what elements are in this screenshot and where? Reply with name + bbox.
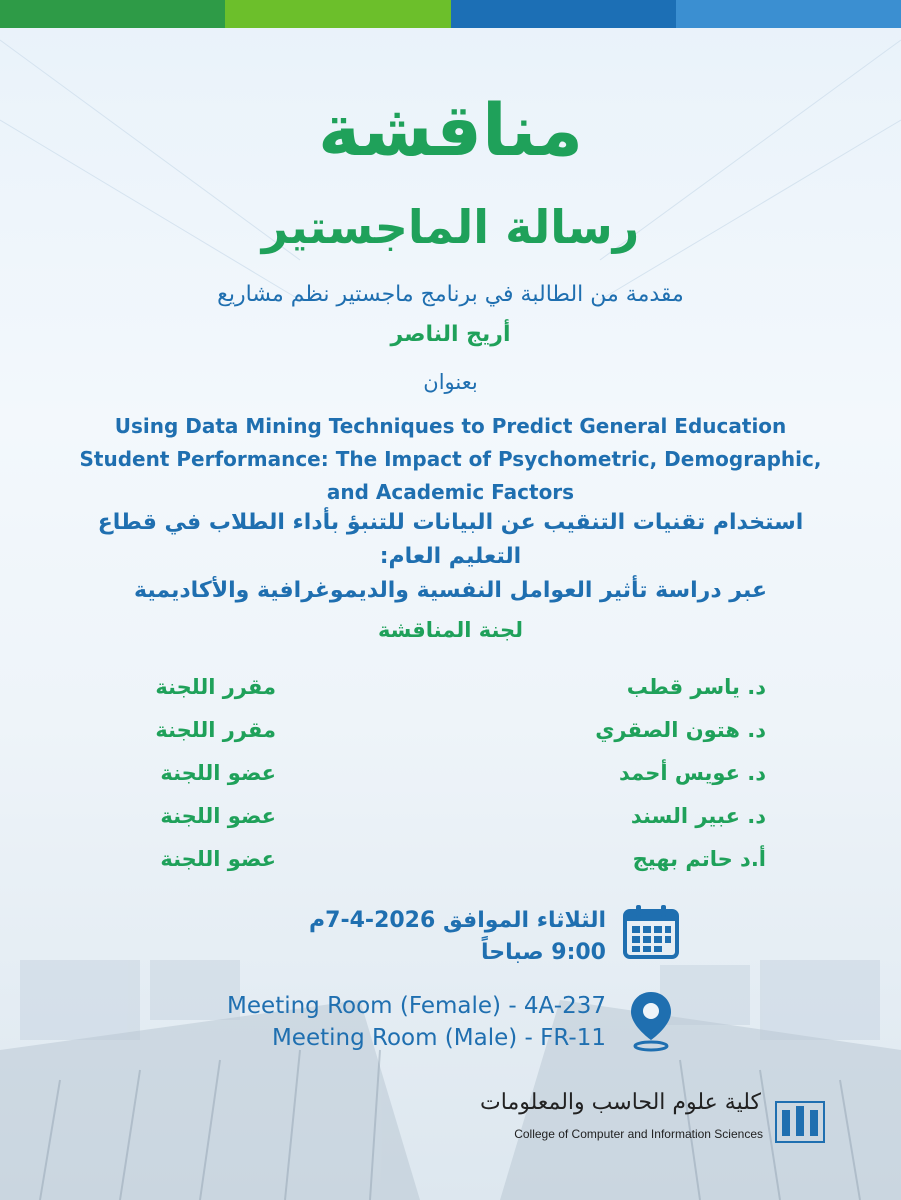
thesis-ar-line: التعليم العام: [379,544,522,569]
event-title: مناقشة [317,88,584,172]
location-male: Meeting Room (Male) - FR-11 [271,1025,606,1051]
committee-member-name: د. عويس أحمد [619,761,766,785]
committee-member-name: أ.د حاتم بهيج [632,847,766,871]
college-name-english: College of Computer and Information Sciences [514,1127,763,1141]
committee-member-name: د. ياسر قطب [626,675,766,699]
committee-member-role: عضو اللجنة [160,804,276,828]
thesis-en-line: Student Performance: The Impact of Psychometric, Demographic, [79,447,822,471]
committee-member-role: مقرر اللجنة [155,718,276,742]
college-name-arabic: كلية علوم الحاسب والمعلومات [480,1090,761,1115]
university-logo [774,1100,826,1144]
thesis-title-english [40,410,861,509]
event-schedule [309,905,606,969]
event-subtitle: رسالة الماجستير [261,200,640,254]
event-time: 9:00 صباحاً [480,940,606,965]
committee-member-name: د. هتون الصقري [595,718,766,742]
committee-member-name: د. عبير السند [630,804,766,828]
intro-text: مقدمة من الطالبة في برنامج ماجستير نظم مشاريع [217,282,684,307]
thesis-ar-line: عبر دراسة تأثير العوامل النفسية والديموغرافية والأكاديمية [134,578,767,603]
calendar-icon [622,903,680,961]
location-female: Meeting Room (Female) - 4A-237 [227,993,606,1019]
committee-member-role: مقرر اللجنة [155,675,276,699]
committee-heading: لجنة المناقشة [377,618,524,642]
committee-member-role: عضو اللجنة [160,761,276,785]
title-label: بعنوان [423,370,478,394]
thesis-title-arabic [40,506,861,608]
event-locations [227,990,606,1054]
event-date: الثلاثاء الموافق 2026-4-7م [309,908,606,933]
committee-member-role: عضو اللجنة [160,847,276,871]
thesis-ar-line: استخدام تقنيات التنقيب عن البيانات للتنبؤ بأداء الطلاب في قطاع [97,510,804,535]
thesis-en-line: and Academic Factors [326,480,575,504]
location-pin-icon [628,990,674,1052]
thesis-en-line: Using Data Mining Techniques to Predict General Education [114,414,787,438]
student-name: أريج الناصر [390,322,511,347]
